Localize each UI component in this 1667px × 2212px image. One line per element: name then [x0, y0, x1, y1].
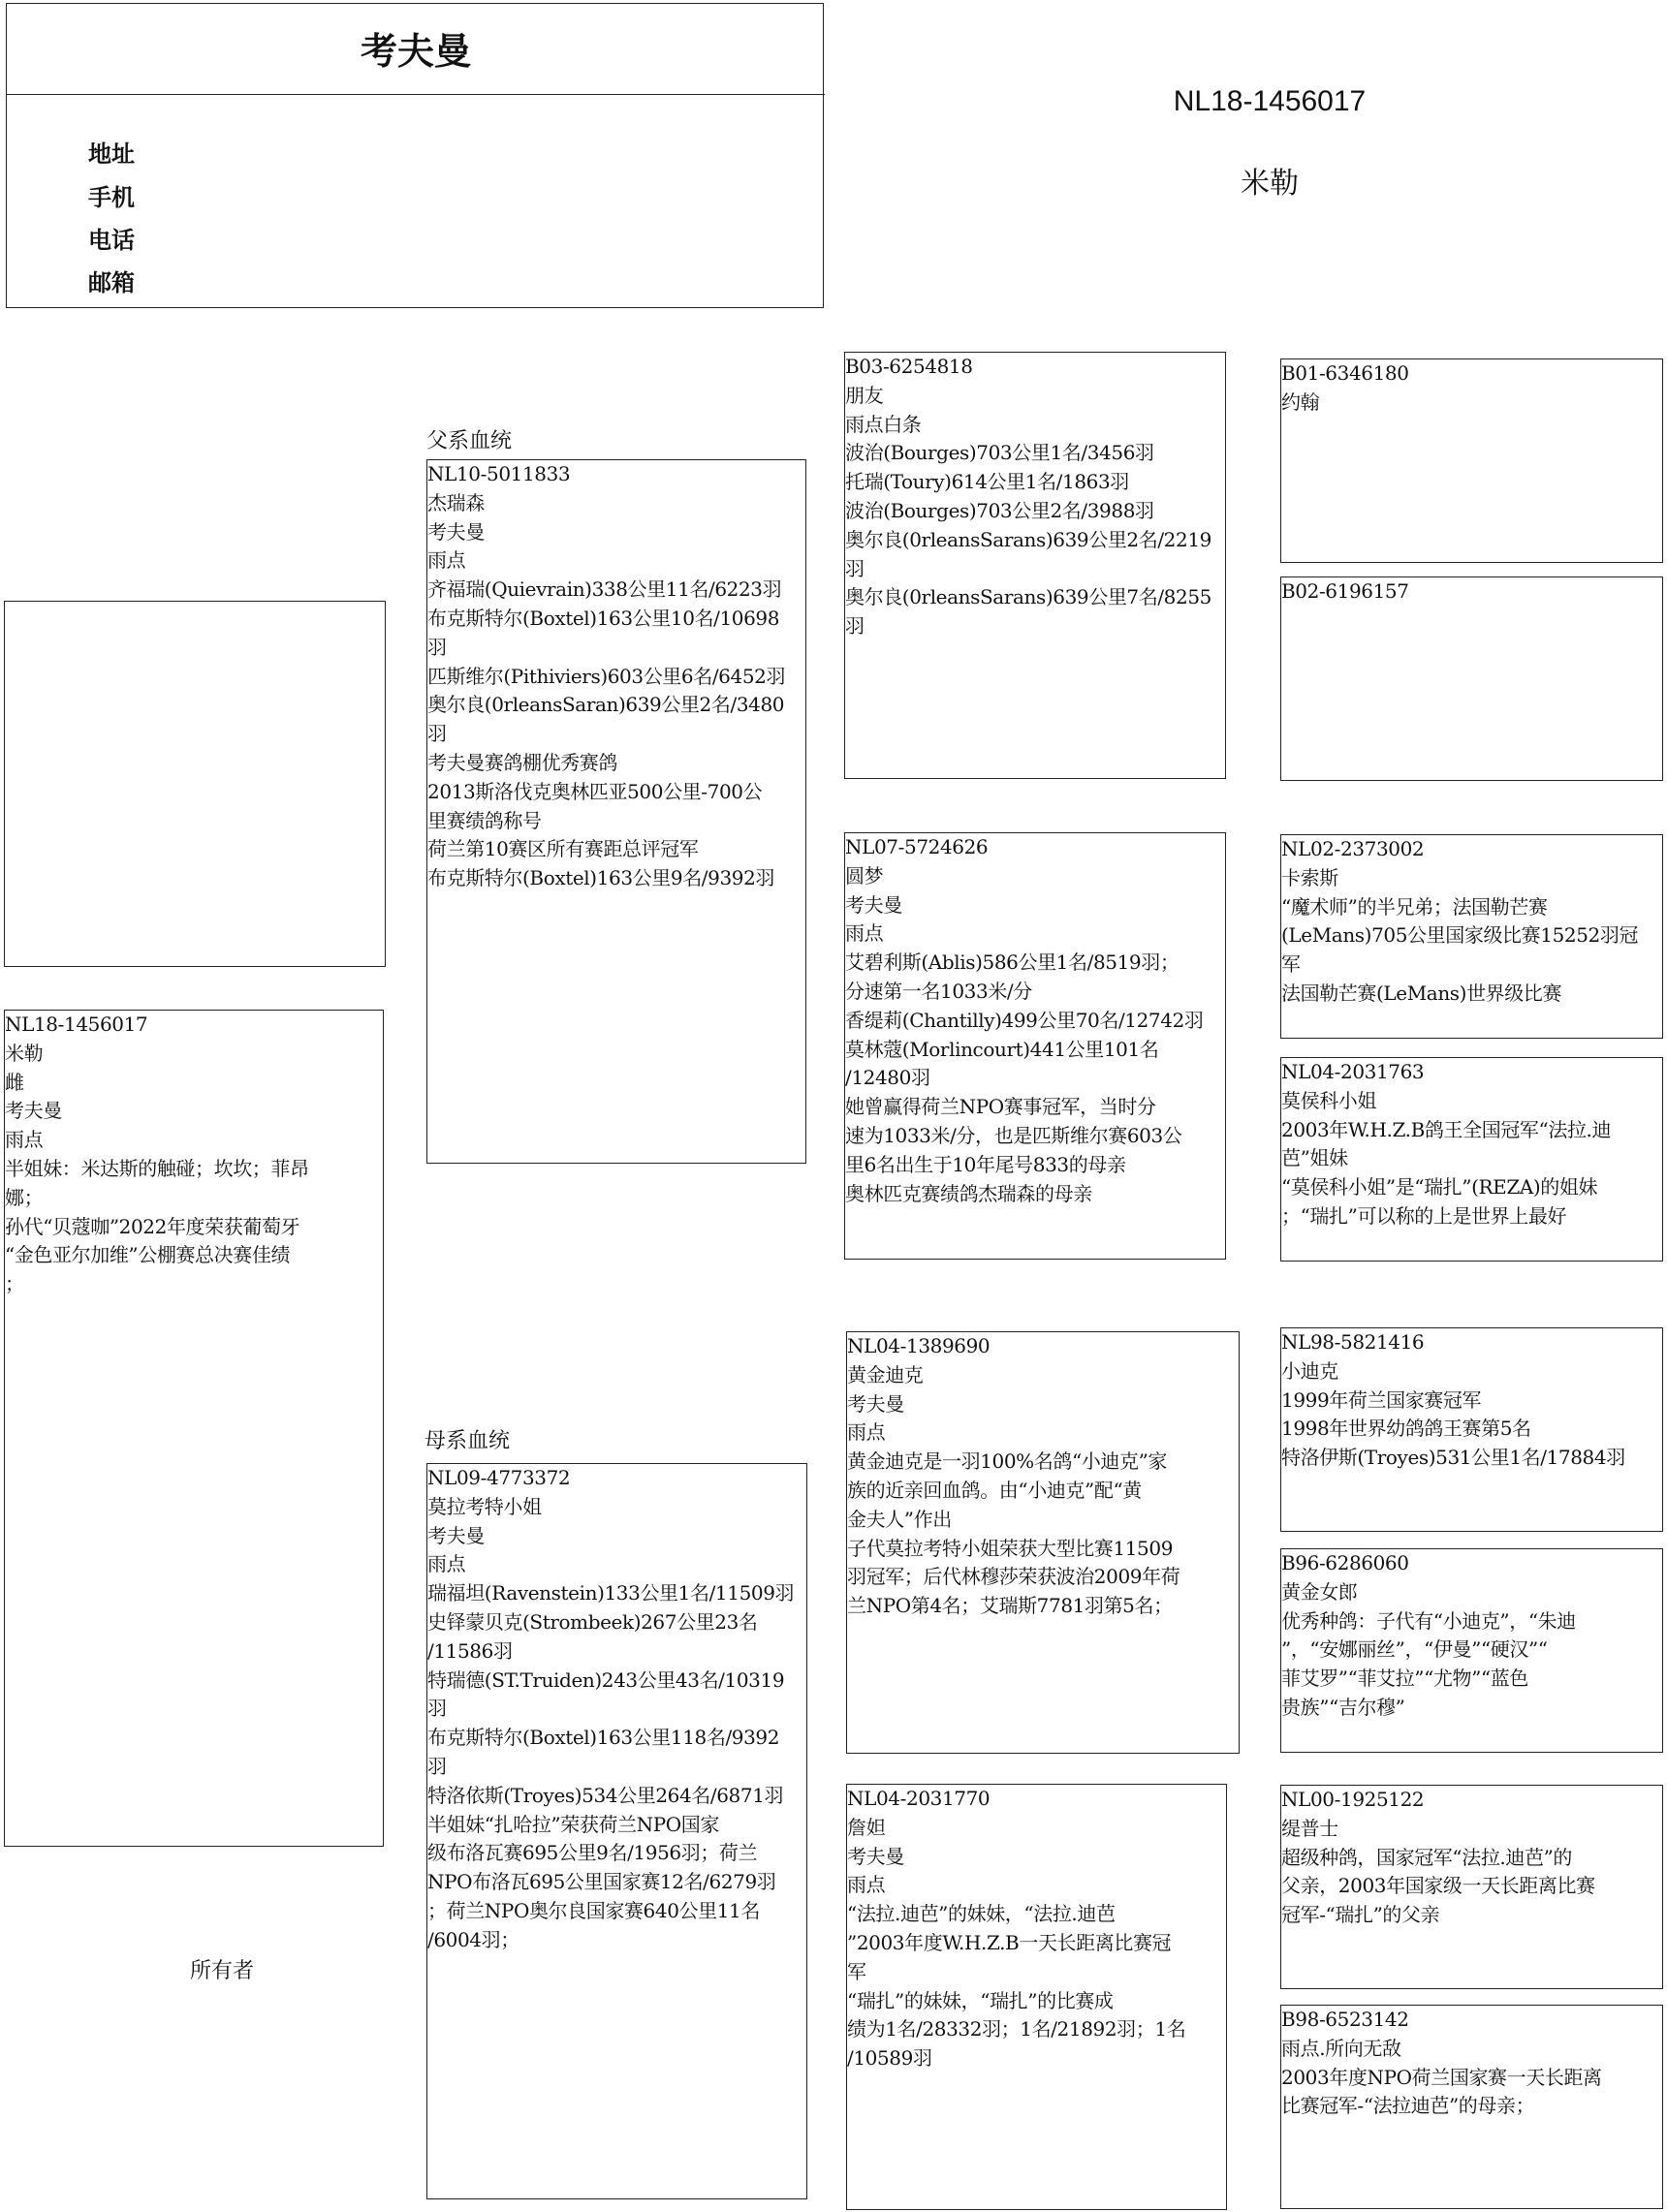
text-line: “魔术师”的半兄弟；法国勒芒赛: [1281, 894, 1548, 919]
subject-pigeon-box: [4, 1010, 384, 1847]
text-line: 速为1033米/分，也是匹斯维尔赛603公: [845, 1123, 1182, 1147]
dam-dam-box: [846, 1784, 1227, 2210]
great-grandparent-box-3: [1280, 834, 1663, 1039]
owner-label: 所有者: [190, 1959, 255, 1983]
text-line: 特瑞德(ST.Truiden)243公里43名/10319: [427, 1667, 785, 1692]
mobile-label: 手机: [88, 184, 135, 211]
pigeon-photo-frame: [4, 601, 386, 967]
text-line: 羽: [427, 1754, 447, 1778]
text-line: 齐福瑞(Quievrain)338公里11名/6223羽: [427, 577, 782, 602]
great-grandparent-lines: [1281, 1786, 1662, 1930]
text-line: ；: [5, 1272, 24, 1296]
text-line: /12480羽: [845, 1066, 930, 1090]
text-line: 考夫曼: [847, 1391, 904, 1416]
text-line: 黄金迪克: [847, 1362, 924, 1386]
text-line: ”2003年度W.H.Z.B一天长距离比赛冠: [847, 1930, 1172, 1954]
dam-dam-lines: [847, 1785, 1226, 2073]
subject-pigeon-lines: [5, 1011, 383, 1299]
text-line: 雨点: [847, 1420, 886, 1445]
text-line: 超级种鸽，国家冠军“法拉.迪芭”的: [1281, 1845, 1573, 1869]
text-line: ；荷兰NPO奥尔良国家赛640公里11名: [427, 1898, 760, 1922]
text-line: 娜；: [5, 1185, 44, 1209]
text-line: NL04-2031763: [1281, 1060, 1425, 1083]
text-line: 雨点: [5, 1128, 44, 1152]
text-line: NL00-1925122: [1281, 1788, 1425, 1811]
text-line: “金色亚尔加维”公棚赛总决赛佳绩: [5, 1243, 291, 1267]
text-line: 特洛依斯(Troyes)534公里264名/6871羽: [427, 1783, 784, 1807]
text-line: 半姐妹：米达斯的触碰；坎坎；菲昂: [5, 1156, 309, 1180]
text-line: 2013斯洛伐克奥林匹亚500公里-700公: [427, 779, 763, 803]
great-grandparent-lines: [1281, 1058, 1662, 1231]
text-line: 优秀种鸽：子代有“小迪克”，“朱迪: [1281, 1608, 1576, 1633]
text-line: NPO布洛瓦695公里国家赛12名/6279羽: [427, 1870, 776, 1894]
text-line: 香缇莉(Chantilly)499公里70名/12742羽: [845, 1008, 1204, 1032]
text-line: 羽: [427, 722, 447, 746]
text-line: 孙代“贝蔻咖”2022年度荣获葡萄牙: [5, 1214, 300, 1238]
text-line: 匹斯维尔(Pithiviers)603公里6名/6452羽: [427, 664, 786, 688]
text-line: 奥尔良(0rleansSarans)639公里2名/2219: [845, 527, 1211, 551]
text-line: 子代莫拉考特小姐荣获大型比赛11509: [847, 1536, 1174, 1560]
text-line: ”，“安娜丽丝”，“伊曼”“硬汉”“: [1281, 1637, 1548, 1662]
text-line: 1998年世界幼鸽鸽王赛第5名: [1281, 1417, 1531, 1441]
dam-sire-lines: [847, 1332, 1239, 1621]
text-line: 特洛伊斯(Troyes)531公里1名/17884羽: [1281, 1446, 1625, 1470]
great-grandparent-box-5: [1280, 1327, 1663, 1532]
text-line: 布克斯特尔(Boxtel)163公里118名/9392: [427, 1726, 780, 1750]
sire-sire-lines: [845, 353, 1225, 641]
text-line: 金夫人”作出: [847, 1507, 952, 1531]
text-line: 奥尔良(0rleansSaran)639公里2名/3480: [427, 693, 785, 717]
text-line: 分速第一名1033米/分: [845, 979, 1032, 1003]
text-line: 雨点: [427, 1552, 466, 1576]
text-line: NL02-2373002: [1281, 837, 1425, 860]
text-line: B96-6286060: [1281, 1551, 1409, 1574]
great-grandparent-lines: [1281, 1549, 1662, 1723]
sire-lines: [427, 460, 805, 893]
text-line: 半姐妹“扎哈拉”荣获荷兰NPO国家: [427, 1812, 720, 1836]
owner-header-box: [6, 3, 824, 308]
text-line: 圆梦: [845, 863, 884, 888]
great-grandparent-box-8: [1280, 2005, 1663, 2209]
great-grandparent-lines: [1281, 2006, 1662, 2121]
great-grandparent-box-2: [1280, 576, 1663, 781]
text-line: 莫侯科小姐: [1281, 1088, 1376, 1112]
text-line: 级布洛瓦赛695公里9名/1956羽；荷兰: [427, 1841, 758, 1865]
great-grandparent-lines: [1281, 577, 1662, 607]
text-line: 詹妲: [847, 1815, 886, 1839]
text-line: 朋友: [845, 383, 884, 407]
text-line: NL04-1389690: [847, 1334, 991, 1357]
pigeon-name: 米勒: [1241, 168, 1299, 200]
text-line: “法拉.迪芭”的妹妹，“法拉.迪芭: [847, 1902, 1116, 1926]
text-line: 瑞福坦(Ravenstein)133公里1名/11509羽: [427, 1581, 795, 1605]
text-line: 考夫曼: [427, 519, 485, 544]
text-line: B03-6254818: [845, 355, 973, 378]
text-line: 小迪克: [1281, 1358, 1338, 1383]
text-line: 波治(Bourges)703公里1名/3456羽: [845, 441, 1154, 465]
text-line: 1999年荷兰国家赛冠军: [1281, 1387, 1482, 1412]
sire-line-label: 父系血统: [426, 429, 513, 453]
text-line: 羽: [427, 1697, 447, 1721]
text-line: 法国勒芒赛(LeMans)世界级比赛: [1281, 981, 1562, 1005]
text-line: 绩为1名/28332羽；1名/21892羽；1名: [847, 2017, 1186, 2041]
text-line: 里6名出生于10年尾号833的母亲: [845, 1152, 1126, 1176]
text-line: 米勒: [5, 1041, 44, 1065]
great-grandparent-box-4: [1280, 1057, 1663, 1262]
text-line: 她曾赢得荷兰NPO赛事冠军，当时分: [845, 1095, 1156, 1119]
great-grandparent-lines: [1281, 1328, 1662, 1473]
text-line: 羽: [845, 614, 865, 639]
text-line: “莫侯科小姐”是“瑞扎”(REZA)的姐妹: [1281, 1175, 1598, 1199]
text-line: 雨点: [845, 921, 884, 946]
text-line: 贵族”“吉尔穆”: [1281, 1695, 1405, 1719]
text-line: 雨点白条: [845, 412, 922, 436]
pigeon-ring-number: NL18-1456017: [1173, 85, 1367, 117]
text-line: 托瑞(Toury)614公里1名/1863羽: [845, 470, 1129, 494]
text-line: 族的近亲回血鸽。由“小迪克”配“黄: [847, 1478, 1142, 1502]
sire-box: [426, 459, 806, 1164]
text-line: “瑞扎”的妹妹，“瑞扎”的比赛成: [847, 1988, 1114, 2012]
text-line: 布克斯特尔(Boxtel)163公里9名/9392羽: [427, 866, 775, 890]
text-line: 考夫曼: [5, 1099, 62, 1123]
text-line: 羽: [845, 556, 865, 580]
text-line: 羽: [427, 635, 447, 659]
great-grandparent-box-7: [1280, 1785, 1663, 1989]
text-line: 冠军-“瑞扎”的父亲: [1281, 1903, 1440, 1927]
text-line: NL04-2031770: [847, 1787, 991, 1810]
text-line: NL07-5724626: [845, 835, 989, 858]
text-line: 雨点.所向无敌: [1281, 2036, 1401, 2060]
great-grandparent-lines: [1281, 359, 1662, 418]
text-line: /11586羽: [427, 1638, 513, 1663]
text-line: 史铎蒙贝克(Strombeek)267公里23名: [427, 1609, 758, 1634]
text-line: 芭”姐妹: [1281, 1146, 1348, 1170]
text-line: 黄金女郎: [1281, 1579, 1358, 1604]
text-line: 布克斯特尔(Boxtel)163公里10名/10698: [427, 606, 780, 630]
text-line: ；“瑞扎”可以称的上是世界上最好: [1281, 1203, 1567, 1228]
address-label: 地址: [88, 140, 135, 168]
text-line: 考夫曼赛鸽棚优秀赛鸽: [427, 750, 617, 774]
text-line: 里赛绩鸽称号: [427, 808, 542, 832]
header-divider: [7, 94, 825, 95]
email-label: 邮箱: [88, 269, 135, 296]
text-line: /10589羽: [847, 2046, 932, 2071]
text-line: 荷兰第10赛区所有赛距总评冠军: [427, 837, 699, 861]
sire-dam-box: [844, 832, 1226, 1260]
text-line: NL09-4773372: [427, 1466, 571, 1489]
text-line: 缇普士: [1281, 1816, 1338, 1840]
text-line: 比赛冠军-“法拉迪芭”的母亲；: [1281, 2094, 1535, 2118]
text-line: 考夫曼: [845, 892, 902, 917]
text-line: 雨点: [427, 548, 466, 573]
text-line: NL10-5011833: [427, 462, 571, 485]
sire-sire-box: [844, 352, 1226, 779]
great-grandparent-box-6: [1280, 1548, 1663, 1753]
text-line: 军: [1281, 952, 1301, 977]
great-grandparent-box-1: [1280, 358, 1663, 563]
text-line: /6004羽；: [427, 1927, 519, 1951]
text-line: 考夫曼: [427, 1523, 485, 1547]
text-line: B02-6196157: [1281, 579, 1409, 603]
text-line: 父亲，2003年国家级一天长距离比赛: [1281, 1874, 1595, 1898]
text-line: 2003年W.H.Z.B鸽王全国冠军“法拉.迪: [1281, 1117, 1612, 1141]
text-line: 军: [847, 1959, 866, 1983]
text-line: 黄金迪克是一羽100%名鸽“小迪克”家: [847, 1449, 1168, 1474]
text-line: (LeMans)705公里国家级比赛15252羽冠: [1281, 923, 1639, 948]
text-line: 奥尔良(0rleansSarans)639公里7名/8255: [845, 585, 1211, 609]
text-line: B98-6523142: [1281, 2008, 1409, 2031]
text-line: 雌: [5, 1070, 24, 1094]
dam-line-label: 母系血统: [425, 1429, 511, 1453]
text-line: 约翰: [1281, 389, 1320, 414]
text-line: 2003年度NPO荷兰国家赛一天长距离: [1281, 2065, 1602, 2089]
text-line: B01-6346180: [1281, 361, 1409, 385]
text-line: 杰瑞森: [427, 490, 485, 514]
owner-name: 考夫曼: [360, 29, 471, 73]
dam-sire-box: [846, 1331, 1240, 1754]
phone-label: 电话: [88, 227, 135, 254]
great-grandparent-lines: [1281, 835, 1662, 1009]
text-line: NL98-5821416: [1281, 1330, 1425, 1354]
text-line: 羽冠军；后代林穆莎荣获波治2009年荷: [847, 1565, 1180, 1589]
dam-lines: [427, 1464, 806, 1955]
text-line: 兰NPO第4名；艾瑞斯7781羽第5名；: [847, 1594, 1173, 1618]
text-line: 波治(Bourges)703公里2名/3988羽: [845, 498, 1154, 522]
text-line: 莫林蔻(Morlincourt)441公里101名: [845, 1037, 1159, 1061]
text-line: 艾碧利斯(Ablis)586公里1名/8519羽；: [845, 950, 1179, 975]
text-line: 莫拉考特小姐: [427, 1494, 542, 1518]
text-line: 菲艾罗”“菲艾拉”“尤物”“蓝色: [1281, 1667, 1528, 1691]
dam-box: [426, 1463, 807, 2199]
text-line: NL18-1456017: [5, 1013, 148, 1036]
text-line: 雨点: [847, 1873, 886, 1897]
text-line: 考夫曼: [847, 1844, 904, 1868]
sire-dam-lines: [845, 833, 1225, 1208]
text-line: 奥林匹克赛绩鸽杰瑞森的母亲: [845, 1181, 1092, 1205]
text-line: 卡索斯: [1281, 865, 1338, 889]
